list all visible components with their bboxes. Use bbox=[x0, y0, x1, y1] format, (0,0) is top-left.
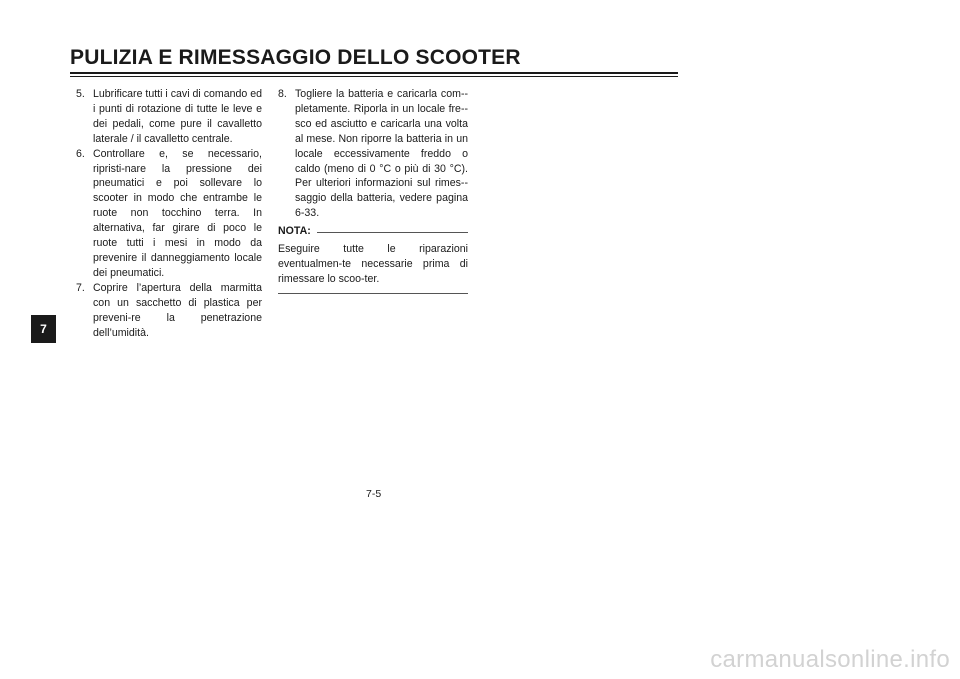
list-item-number: 6. bbox=[76, 147, 85, 160]
list-item-number: 5. bbox=[76, 88, 85, 100]
list-item-text: Controllare e, se necessario, ripristi-nare la pressione dei pneumatici e poi sollevare lo scooter in modo che entrambe le ruote non tocchino terra. In alternativa, far girare di poco le ruote tutti i mesi in modo da prevenire il danneggiamento locale dei pneumatici. bbox=[93, 147, 262, 279]
list-item bbox=[278, 87, 468, 221]
note-text: Eseguire tutte le riparazioni eventualmen-te necessarie prima di rimessare lo scoo-ter. bbox=[278, 242, 468, 285]
page-number: 7-5 bbox=[366, 488, 382, 500]
note-box bbox=[278, 224, 468, 294]
header-rule-thin bbox=[70, 76, 678, 77]
right-column bbox=[278, 87, 468, 221]
header-rule-thick bbox=[70, 72, 678, 74]
note-bottom-rule bbox=[278, 293, 468, 294]
note-label: NOTA: bbox=[278, 225, 311, 237]
watermark: carmanualsonline.info bbox=[710, 646, 950, 673]
list-item-text: Togliere la batteria e caricarla com-pletamente. Riporla in un locale fre-sco ed asciutto e caricarla una volta al mese. Non riporre la batteria in un locale eccessivamente freddo o caldo (meno di 0 °C o più di 30 °C). Per ulteriori informazioni sul rimes-saggio della batteria, vedere pagina 6-33. bbox=[295, 88, 468, 220]
note-header-rule bbox=[317, 232, 468, 233]
list-item bbox=[76, 87, 262, 147]
list-item bbox=[76, 147, 262, 281]
list-item bbox=[76, 281, 262, 341]
chapter-tab bbox=[31, 315, 56, 343]
list-item-text: Coprire l’apertura della marmitta con un sacchetto di plastica per preveni-re la penetrazione dell’umidità. bbox=[93, 281, 262, 339]
list-item-number: 8. bbox=[278, 88, 287, 100]
list-item-text: Lubrificare tutti i cavi di comando ed i punti di rotazione di tutte le leve e dei pedali, come pure il cavalletto laterale / il cavalletto centrale. bbox=[93, 88, 262, 145]
chapter-tab-label: 7 bbox=[40, 322, 47, 336]
list-item-number: 7. bbox=[76, 281, 85, 294]
page-title: PULIZIA E RIMESSAGGIO DELLO SCOOTER bbox=[70, 46, 521, 69]
note-header bbox=[278, 224, 468, 239]
left-column bbox=[76, 87, 262, 340]
